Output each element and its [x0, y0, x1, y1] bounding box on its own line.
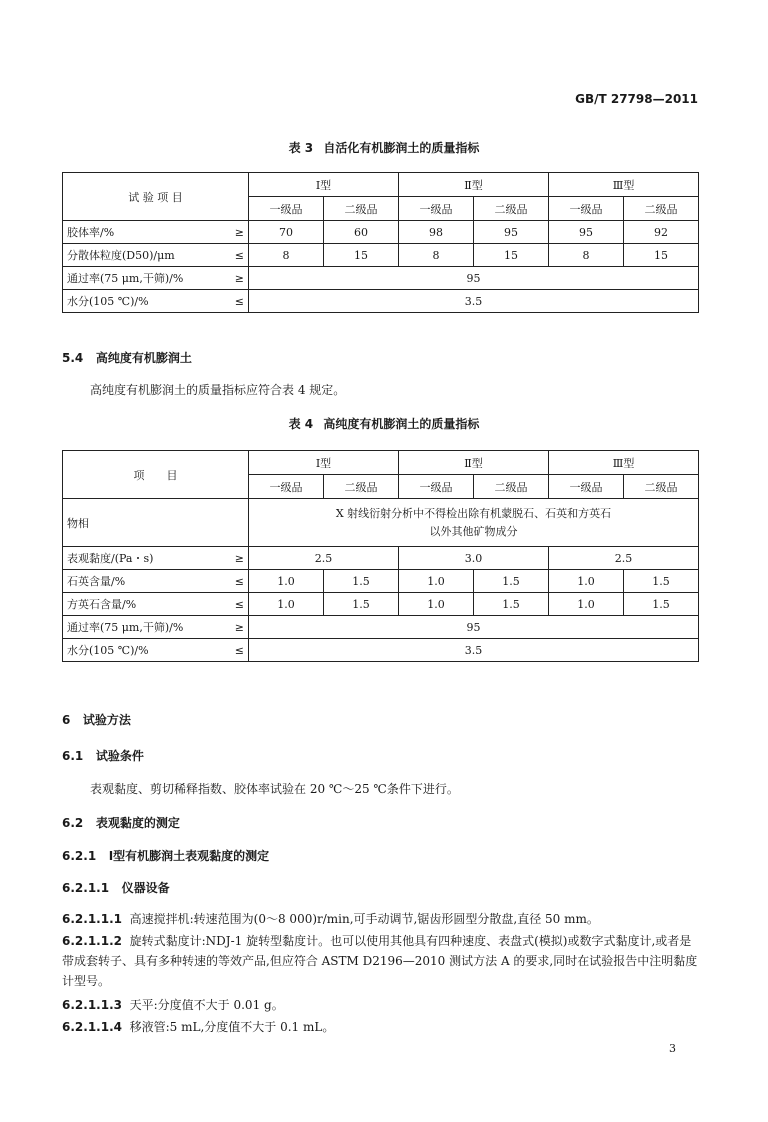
lte-symbol: ≤	[234, 643, 244, 657]
table4-row-cristobalite	[63, 593, 699, 616]
lte-symbol: ≤	[234, 597, 244, 611]
row-label: 胶体率/%	[67, 226, 115, 239]
cell-value: 60	[324, 221, 399, 244]
row-label: 方英石含量/%	[67, 598, 137, 611]
table4-row-quartz	[63, 570, 699, 593]
table4-grade: 一级品	[399, 475, 474, 499]
table3-type-2: Ⅱ型	[399, 173, 549, 197]
table3-grade: 二级品	[624, 197, 699, 221]
table4-grade: 二级品	[324, 475, 399, 499]
table3-row-moisture	[63, 290, 699, 313]
lte-symbol: ≤	[234, 248, 244, 262]
cell-value: 95	[474, 221, 549, 244]
section-title: 试验条件	[95, 749, 144, 763]
section-6-heading	[62, 711, 131, 728]
cell-value: 1.0	[249, 593, 324, 616]
clause-text: 天平:分度值不大于 0.01 g。	[129, 998, 284, 1012]
cell-value: 95	[549, 221, 624, 244]
section-number: 6.2.1	[62, 849, 97, 863]
clause-number: 6.2.1.1.3	[62, 998, 122, 1012]
cell-value: 1.5	[624, 570, 699, 593]
section-number: 6	[62, 713, 71, 727]
gte-symbol: ≥	[234, 551, 244, 565]
table4-type-2: Ⅱ型	[399, 451, 549, 475]
lte-symbol: ≤	[234, 574, 244, 588]
cell-value: 95	[249, 267, 699, 290]
cell-value: 3.0	[399, 547, 549, 570]
clause-text: 旋转式黏度计:NDJ-1 旋转型黏度计。也可以使用其他具有四种速度、表盘式(模拟)或数字式黏度计,或者是带成套转子、具有多种转速的等效产品,但应符合 ASTM D2196—2010 测试方法 A 的要求,同时在试验报告中注明黏度计型号。	[62, 934, 698, 988]
cell-value: 8	[549, 244, 624, 267]
cell-value: 8	[399, 244, 474, 267]
table4	[62, 450, 699, 662]
clause-number: 6.2.1.1.4	[62, 1020, 122, 1034]
table3-type-3: Ⅲ型	[549, 173, 699, 197]
section-5-4-paragraph: 高纯度有机膨润土的质量指标应符合表 4 规定。	[90, 383, 346, 397]
table4-row-viscosity	[63, 547, 699, 570]
cell-value: 2.5	[249, 547, 399, 570]
gte-symbol: ≥	[234, 271, 244, 285]
clause-6-2-1-1-1	[62, 909, 702, 929]
cell-value: 3.5	[249, 639, 699, 662]
row-label: 表观黏度/(Pa・s)	[67, 552, 154, 565]
phase-line-1: X 射线衍射分析中不得检出除有机蒙脱石、石英和方英石	[335, 506, 612, 520]
cell-value: 1.0	[399, 593, 474, 616]
section-5-4-heading	[62, 349, 192, 366]
standard-number: GB/T 27798—2011	[575, 92, 698, 106]
section-number: 6.1	[62, 749, 84, 763]
cell-value: 1.0	[549, 570, 624, 593]
table4-caption-title: 高纯度有机膨润土的质量指标	[323, 417, 480, 431]
table4-row-phase	[63, 499, 699, 547]
table4-grade: 一级品	[249, 475, 324, 499]
section-title: Ⅰ型有机膨润土表观黏度的测定	[108, 849, 270, 863]
table3	[62, 172, 699, 313]
table3-item-header: 试 验 项 目	[63, 173, 249, 221]
table4-row-moisture	[63, 639, 699, 662]
row-label: 水分(105 ℃)/%	[67, 295, 149, 308]
clause-6-2-1-1-4	[62, 1017, 702, 1037]
cell-value: 8	[249, 244, 324, 267]
section-6-2-1-heading	[62, 847, 269, 864]
cell-value: 1.0	[399, 570, 474, 593]
cell-value: 3.5	[249, 290, 699, 313]
clause-text: 移液管:5 mL,分度值不大于 0.1 mL。	[129, 1020, 335, 1034]
section-6-1-heading	[62, 747, 144, 764]
clause-number: 6.2.1.1.1	[62, 912, 122, 926]
cell-value: 1.5	[474, 570, 549, 593]
cell-value: 1.0	[549, 593, 624, 616]
table3-grade: 一级品	[249, 197, 324, 221]
cell-value: 1.5	[624, 593, 699, 616]
table4-item-header: 项 目	[63, 451, 249, 499]
row-label: 水分(105 ℃)/%	[67, 644, 149, 657]
gte-symbol: ≥	[234, 620, 244, 634]
section-6-2-1-1-heading	[62, 879, 170, 896]
table4-grade: 二级品	[624, 475, 699, 499]
table4-caption	[0, 415, 768, 432]
cell-value: 15	[474, 244, 549, 267]
cell-value: 95	[249, 616, 699, 639]
table4-row-passing	[63, 616, 699, 639]
table4-caption-number: 表 4	[288, 417, 314, 431]
table3-type-1: Ⅰ型	[249, 173, 399, 197]
cell-value: 2.5	[549, 547, 699, 570]
table3-grade: 二级品	[474, 197, 549, 221]
row-label: 通过率(75 μm,干筛)/%	[67, 621, 184, 634]
row-label: 物相	[63, 499, 249, 547]
section-number: 6.2.1.1	[62, 881, 110, 895]
phase-cell	[249, 499, 699, 547]
cell-value: 1.5	[474, 593, 549, 616]
table3-grade: 一级品	[549, 197, 624, 221]
table3-row-colloid	[63, 221, 699, 244]
page-number: 3	[669, 1042, 676, 1055]
table4-type-1: Ⅰ型	[249, 451, 399, 475]
table3-grade: 二级品	[324, 197, 399, 221]
section-6-1-paragraph: 表观黏度、剪切稀释指数、胶体率试验在 20 ℃～25 ℃条件下进行。	[90, 782, 459, 796]
clause-6-2-1-1-2	[62, 931, 702, 991]
cell-value: 15	[324, 244, 399, 267]
clause-text: 高速搅拌机:转速范围为(0～8 000)r/min,可手动调节,锯齿形圆型分散盘,直径 50 mm。	[129, 912, 599, 926]
table3-row-passing	[63, 267, 699, 290]
cell-value: 98	[399, 221, 474, 244]
cell-value: 92	[624, 221, 699, 244]
cell-value: 70	[249, 221, 324, 244]
table3-caption-title: 自活化有机膨润土的质量指标	[323, 141, 480, 155]
section-title: 高纯度有机膨润土	[95, 351, 192, 365]
table4-grade: 一级品	[549, 475, 624, 499]
table4-type-3: Ⅲ型	[549, 451, 699, 475]
table3-caption	[0, 139, 768, 156]
section-number: 5.4	[62, 351, 84, 365]
table4-grade: 二级品	[474, 475, 549, 499]
lte-symbol: ≤	[234, 294, 244, 308]
section-6-2-heading	[62, 814, 180, 831]
cell-value: 1.5	[324, 593, 399, 616]
table3-row-particle	[63, 244, 699, 267]
row-label: 通过率(75 μm,干筛)/%	[67, 272, 184, 285]
cell-value: 1.0	[249, 570, 324, 593]
section-title: 表观黏度的测定	[95, 816, 180, 830]
clause-number: 6.2.1.1.2	[62, 934, 122, 948]
section-number: 6.2	[62, 816, 84, 830]
row-label: 石英含量/%	[67, 575, 126, 588]
section-title: 试验方法	[82, 713, 131, 727]
table3-grade: 一级品	[399, 197, 474, 221]
cell-value: 1.5	[324, 570, 399, 593]
section-title: 仪器设备	[121, 881, 170, 895]
row-label: 分散体粒度(D50)/μm	[67, 249, 175, 262]
gte-symbol: ≥	[234, 225, 244, 239]
table3-caption-number: 表 3	[288, 141, 314, 155]
cell-value: 15	[624, 244, 699, 267]
phase-line-2: 以外其他矿物成分	[429, 524, 518, 538]
clause-6-2-1-1-3	[62, 995, 702, 1015]
